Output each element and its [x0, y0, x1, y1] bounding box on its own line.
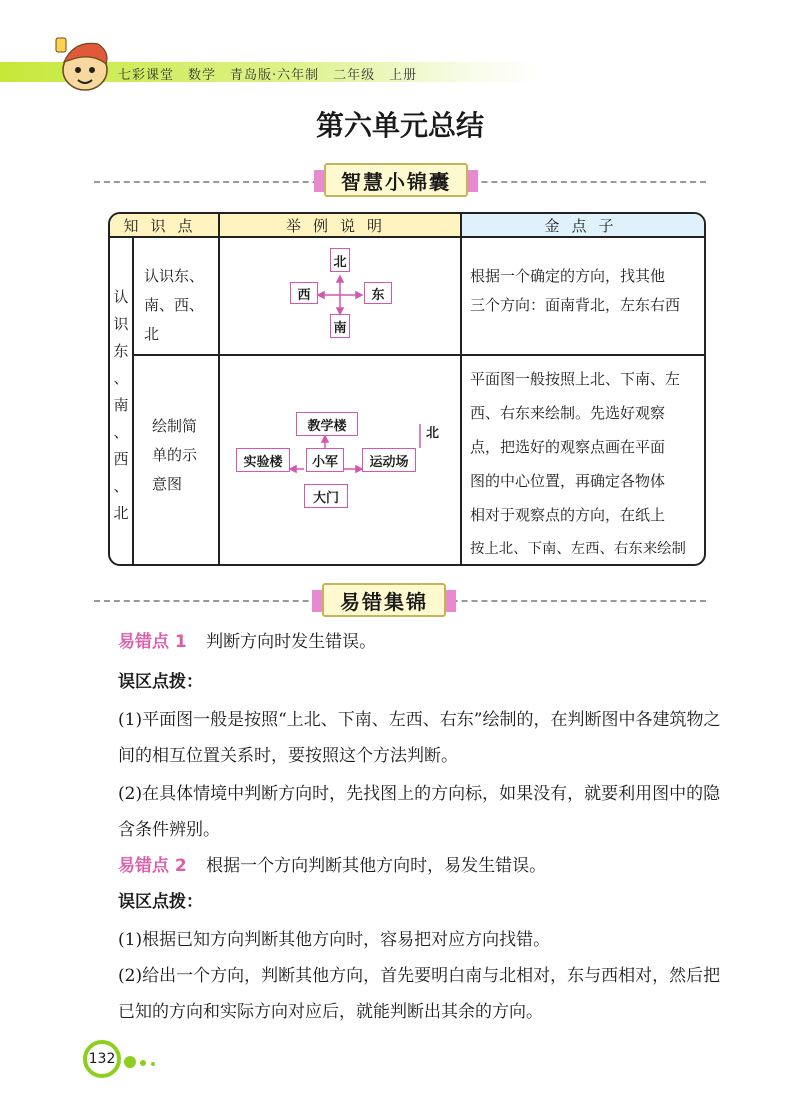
row2-topic-line: 单的示: [152, 446, 198, 464]
row1-tip: [470, 262, 706, 320]
hint-point: (1)根据已知方向判断其他方向时，容易把对应方向找错。: [118, 930, 551, 950]
group-label-char: 识: [113, 315, 129, 333]
table-header-tip: 金点子: [462, 214, 706, 236]
map-sports-field: 运动场: [362, 448, 416, 472]
group-label-char: 北: [113, 504, 129, 522]
group-label-char: 、: [113, 477, 129, 495]
row1-tip-line: 三个方向：面南背北，左东右西: [470, 296, 681, 314]
row2-tip: [470, 362, 706, 566]
hint-point: (2)在具体情境中判断方向时，先找图上的方向标，如果没有，就要利用图中的隐含条件辨别。: [118, 784, 721, 840]
section-banner-tips: 智慧小锦囊: [324, 163, 468, 197]
table-rule: [132, 236, 134, 566]
error-label: 易错点 2: [118, 856, 187, 876]
hint-title: 误区点拨：: [118, 672, 203, 692]
group-label-char: 西: [113, 450, 129, 468]
row2-tip-line: 西、右东来绘制。先选好观察: [470, 404, 666, 422]
error-text: 根据一个方向判断其他方向时，易发生错误。: [206, 856, 547, 876]
map-north-marker: 北: [426, 426, 440, 441]
error-text: 判断方向时发生错误。: [206, 632, 377, 652]
error-point-1: [118, 624, 724, 660]
group-label-char: 认: [113, 288, 129, 306]
row2-topic: [152, 412, 218, 499]
compass-south-box: 南: [330, 314, 350, 338]
hint-point: (1)平面图一般是按照“上北、下南、左西、右东”绘制的，在判断图中各建筑物之间的相互位置关系时，要按照这个方法判断。: [118, 710, 721, 766]
hint-point: (2)给出一个方向，判断其他方向，首先要明白南与北相对，东与西相对，然后把已知的方向和实际方向对应后，就能判断出其余的方向。: [118, 966, 721, 1022]
decor-dot: [124, 1056, 136, 1068]
series-header: 七彩课堂 数学 青岛版·六年制 二年级 上册: [118, 68, 418, 83]
row1-topic: [144, 262, 218, 349]
map-teaching-building: 教学楼: [296, 412, 358, 436]
row1-topic-line: 南、西、北: [144, 296, 205, 343]
table-header-topic: 知识点: [110, 214, 218, 236]
map-lab-building: 实验楼: [236, 448, 290, 472]
banner-tab-right: [468, 170, 478, 192]
error-point-2: [118, 848, 724, 884]
section-banner-mistakes: 易错集锦: [322, 583, 446, 617]
row1-topic-line: 认识东、: [144, 267, 205, 285]
row1-tip-line: 根据一个确定的方向，找其他: [470, 267, 666, 285]
row2-tip-line: 平面图一般按照上北、下南、左: [470, 370, 681, 388]
group-label-char: 南: [113, 396, 129, 414]
banner-tab-left: [314, 170, 324, 192]
map-gate: 大门: [304, 484, 348, 508]
group-label-char: 、: [113, 369, 129, 387]
map-xiaojun: 小军: [306, 448, 344, 472]
group-label-char: 、: [113, 423, 129, 441]
page-title: 第六单元总结: [315, 109, 484, 142]
summary-table: [108, 212, 706, 566]
row2-tip-line: 点，把选好的观察点画在平面: [470, 438, 666, 456]
group-label: [110, 284, 132, 527]
decor-dot: [151, 1062, 155, 1066]
row2-topic-line: 意图: [152, 475, 183, 493]
mascot-icon: [54, 34, 116, 92]
compass-west-box: 西: [290, 282, 318, 304]
banner-tab-left: [312, 590, 322, 612]
row2-tip-line: 图的中心位置，再确定各物体: [470, 472, 666, 490]
compass-north-box: 北: [330, 248, 350, 272]
table-rule: [460, 214, 462, 566]
error-label: 易错点 1: [118, 632, 187, 652]
page-number: 132: [83, 1040, 121, 1078]
row2-tip-line: 相对于观察点的方向，在纸上: [470, 506, 666, 524]
row2-tip-line: 按上北、下南、左西、右东来绘制: [470, 541, 686, 557]
banner-tab-right: [446, 590, 456, 612]
row2-topic-line: 绘制简: [152, 417, 198, 435]
group-label-char: 东: [113, 342, 129, 360]
compass-east-box: 东: [364, 282, 392, 304]
decor-dot: [140, 1060, 146, 1066]
table-header-example: 举例说明: [220, 214, 460, 236]
hint-title: 误区点拨：: [118, 892, 203, 912]
